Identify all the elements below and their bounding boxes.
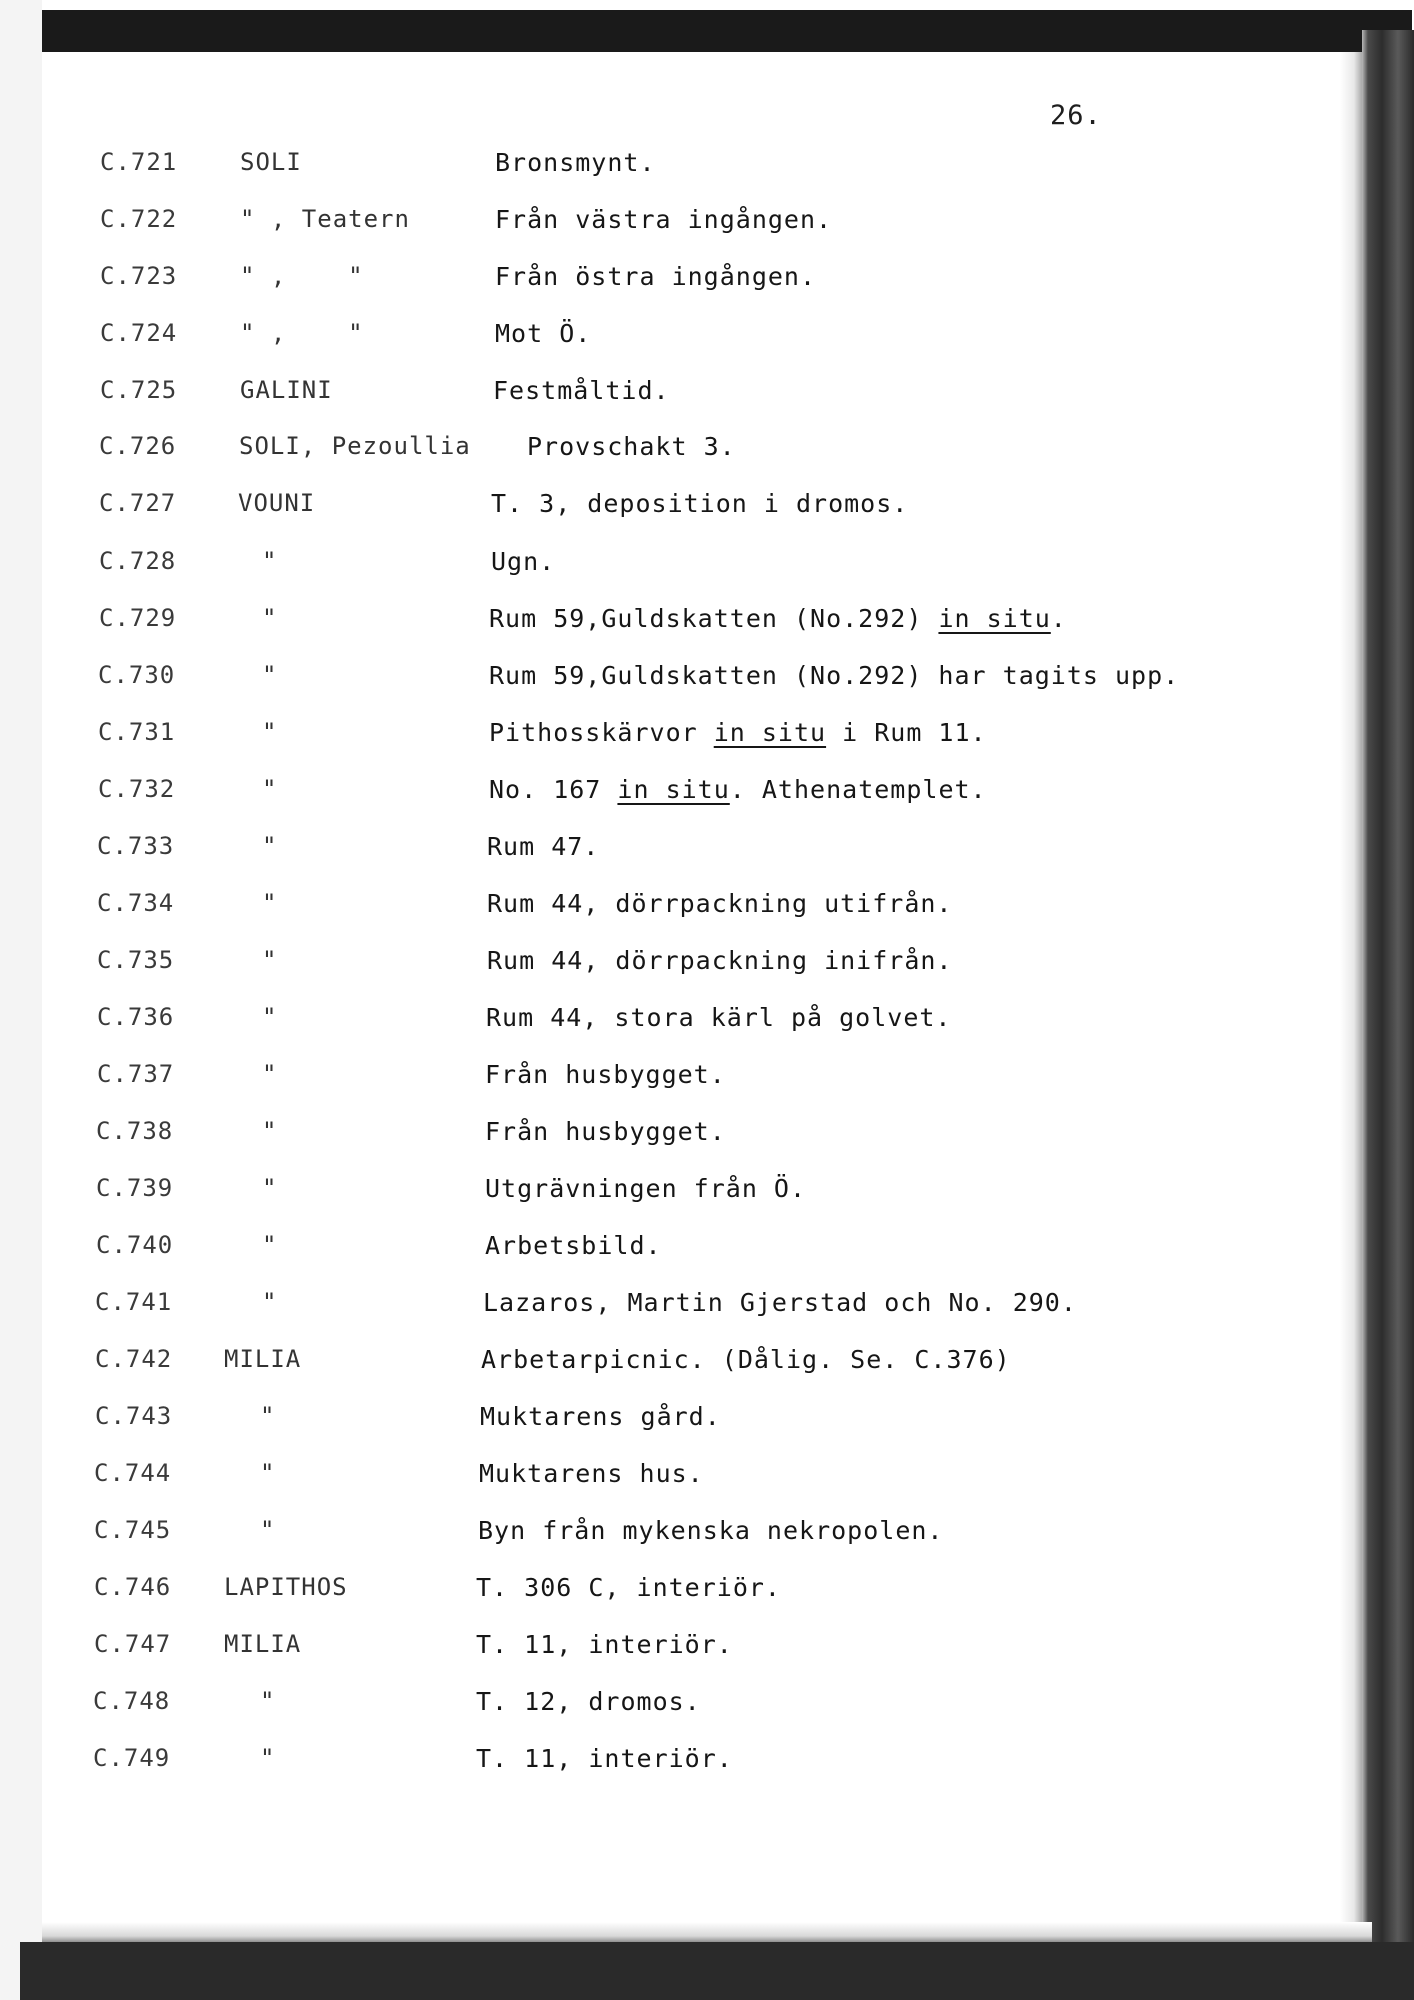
description-text: Från husbygget.	[485, 1060, 726, 1089]
description	[483, 1288, 1077, 1317]
scan-top-border	[42, 10, 1412, 52]
site-name: VOUNI	[238, 489, 316, 517]
site-name: MILIA	[224, 1345, 302, 1373]
scan-right-border	[1362, 30, 1414, 1950]
site-name: "	[262, 547, 278, 575]
description-text: Mot Ö.	[495, 319, 592, 348]
description-text: Utgrävningen från Ö.	[485, 1174, 807, 1203]
description	[489, 604, 1067, 633]
catalogue-entry	[0, 1117, 1340, 1157]
catalogue-number: C.723	[100, 262, 178, 290]
catalogue-number: C.747	[94, 1630, 172, 1658]
site-name: SOLI	[240, 148, 302, 176]
catalogue-number: C.724	[100, 319, 178, 347]
description	[486, 1003, 952, 1032]
catalogue-number: C.744	[94, 1459, 172, 1487]
catalogue-number: C.730	[98, 661, 176, 689]
catalogue-entry	[0, 547, 1340, 587]
description-text: Provschakt 3.	[527, 432, 736, 461]
catalogue-number: C.728	[99, 547, 177, 575]
description-text: Lazaros, Martin Gjerstad och No. 290.	[483, 1288, 1077, 1317]
catalogue-entry	[0, 205, 1340, 245]
description-text: Rum 47.	[487, 832, 600, 861]
catalogue-entry	[0, 1060, 1340, 1100]
catalogue-entry	[0, 1345, 1340, 1385]
description	[487, 889, 953, 918]
catalogue-entry	[0, 1744, 1340, 1784]
catalogue-entry	[0, 832, 1340, 872]
description	[485, 1231, 662, 1260]
catalogue-number: C.726	[99, 432, 177, 460]
catalogue-entry	[0, 889, 1340, 929]
catalogue-number: C.741	[95, 1288, 173, 1316]
description-text: Arbetarpicnic. (Dålig. Se. C.376)	[481, 1345, 1011, 1374]
catalogue-number: C.736	[97, 1003, 175, 1031]
description	[485, 1117, 726, 1146]
description	[476, 1573, 781, 1602]
catalogue-entry	[0, 489, 1340, 529]
description	[481, 1345, 1011, 1374]
catalogue-entry	[0, 376, 1340, 416]
site-name: "	[262, 775, 278, 803]
catalogue-entry	[0, 319, 1340, 359]
catalogue-number: C.749	[93, 1744, 171, 1772]
catalogue-entry	[0, 661, 1340, 701]
catalogue-entry	[0, 946, 1340, 986]
description-text: No. 167	[489, 775, 618, 804]
catalogue-entry	[0, 1459, 1340, 1499]
description	[495, 205, 832, 234]
description-text: Arbetsbild.	[485, 1231, 662, 1260]
catalogue-number: C.738	[96, 1117, 174, 1145]
description-text: Från östra ingången.	[495, 262, 817, 291]
catalogue-number: C.735	[97, 946, 175, 974]
description-text: T. 11, interiör.	[476, 1744, 733, 1773]
catalogue-number: C.743	[95, 1402, 173, 1430]
description-text: Muktarens hus.	[479, 1459, 704, 1488]
page-number: 26.	[1050, 100, 1102, 131]
catalogue-entry	[0, 1174, 1340, 1214]
catalogue-entry	[0, 432, 1340, 472]
catalogue-number: C.733	[97, 832, 175, 860]
description	[489, 775, 987, 804]
catalogue-number: C.734	[97, 889, 175, 917]
description-text: Rum 59,Guldskatten (No.292)	[489, 604, 939, 633]
description	[495, 148, 656, 177]
description	[476, 1687, 701, 1716]
catalogue-number: C.746	[94, 1573, 172, 1601]
description-text: Byn från mykenska nekropolen.	[478, 1516, 944, 1545]
description-text: T. 3, deposition i dromos.	[491, 489, 909, 518]
catalogue-number: C.725	[100, 376, 178, 404]
description-text: T. 11, interiör.	[476, 1630, 733, 1659]
description	[495, 319, 591, 348]
description-text: .	[1050, 604, 1067, 633]
description-text: Rum 44, dörrpackning utifrån.	[487, 889, 953, 918]
site-name: "	[260, 1687, 276, 1715]
catalogue-entry	[0, 1402, 1340, 1442]
catalogue-number: C.721	[100, 148, 178, 176]
catalogue-number: C.727	[99, 489, 177, 517]
site-name: " , Teatern	[240, 205, 410, 233]
site-name: "	[262, 1117, 278, 1145]
catalogue-number: C.732	[98, 775, 176, 803]
site-name: "	[260, 1516, 276, 1544]
catalogue-number: C.739	[96, 1174, 174, 1202]
description-text: . Athenatemplet.	[729, 775, 987, 804]
catalogue-number: C.748	[93, 1687, 171, 1715]
description-text: Rum 59,Guldskatten (No.292) har tagits upp.	[489, 661, 1180, 690]
catalogue-number: C.731	[98, 718, 176, 746]
catalogue-entry	[0, 718, 1340, 758]
description-text: T. 306 C, interiör.	[476, 1573, 781, 1602]
description	[479, 1459, 704, 1488]
catalogue-number: C.722	[100, 205, 178, 233]
site-name: " , "	[240, 262, 364, 290]
description	[485, 1060, 726, 1089]
catalogue-entry	[0, 1288, 1340, 1328]
scan-bottom-border	[20, 1942, 1414, 2000]
description-text: Rum 44, dörrpackning inifrån.	[487, 946, 953, 975]
description-text: Muktarens gård.	[480, 1402, 721, 1431]
catalogue-number: C.729	[99, 604, 177, 632]
catalogue-number: C.740	[96, 1231, 174, 1259]
description	[478, 1516, 944, 1545]
page-bottom-shadow	[42, 1922, 1372, 1944]
catalogue-entry	[0, 775, 1340, 815]
site-name: "	[262, 1231, 278, 1259]
description-text: i Rum 11.	[826, 718, 987, 747]
catalogue-entry	[0, 262, 1340, 302]
site-name: MILIA	[224, 1630, 302, 1658]
catalogue-number: C.737	[97, 1060, 175, 1088]
description	[480, 1402, 721, 1431]
site-name: "	[262, 1003, 278, 1031]
description-text: T. 12, dromos.	[476, 1687, 701, 1716]
description-text: Bronsmynt.	[495, 148, 656, 177]
catalogue-entry	[0, 1516, 1340, 1556]
site-name: "	[262, 889, 278, 917]
site-name: " , "	[240, 319, 364, 347]
site-name: LAPITHOS	[224, 1573, 348, 1601]
catalogue-entry	[0, 1231, 1340, 1271]
catalogue-number: C.742	[95, 1345, 173, 1373]
site-name: "	[260, 1402, 276, 1430]
catalogue-entry	[0, 604, 1340, 644]
site-name: "	[262, 1060, 278, 1088]
description	[527, 432, 736, 461]
description	[491, 547, 555, 576]
site-name: "	[262, 1288, 278, 1316]
description	[491, 489, 908, 518]
catalogue-number: C.745	[94, 1516, 172, 1544]
description	[487, 946, 953, 975]
underlined-phrase: in situ	[713, 718, 827, 747]
description	[489, 661, 1179, 690]
site-name: "	[260, 1744, 276, 1772]
underlined-phrase: in situ	[938, 604, 1051, 633]
description-text: Festmåltid.	[493, 376, 670, 405]
underlined-phrase: in situ	[617, 775, 730, 804]
page-edge-shadow	[1340, 52, 1364, 1922]
description-text: Ugn.	[491, 547, 556, 576]
description	[476, 1630, 733, 1659]
site-name: SOLI, Pezoullia	[239, 432, 471, 460]
description-text: Från västra ingången.	[495, 205, 833, 234]
site-name: "	[262, 1174, 278, 1202]
description	[485, 1174, 806, 1203]
description-text: Från husbygget.	[485, 1117, 726, 1146]
description-text: Rum 44, stora kärl på golvet.	[486, 1003, 952, 1032]
site-name: "	[262, 604, 278, 632]
site-name: "	[262, 946, 278, 974]
catalogue-entry	[0, 1573, 1340, 1613]
site-name: "	[260, 1459, 276, 1487]
catalogue-entry	[0, 1003, 1340, 1043]
description	[493, 376, 670, 405]
description	[495, 262, 816, 291]
catalogue-entry	[0, 148, 1340, 188]
description-text: Pithosskärvor	[489, 718, 714, 747]
catalogue-entry	[0, 1630, 1340, 1670]
description	[487, 832, 599, 861]
site-name: "	[262, 661, 278, 689]
description	[476, 1744, 733, 1773]
description	[489, 718, 987, 747]
catalogue-entry	[0, 1687, 1340, 1727]
site-name: "	[262, 718, 278, 746]
site-name: GALINI	[240, 376, 333, 404]
site-name: "	[262, 832, 278, 860]
